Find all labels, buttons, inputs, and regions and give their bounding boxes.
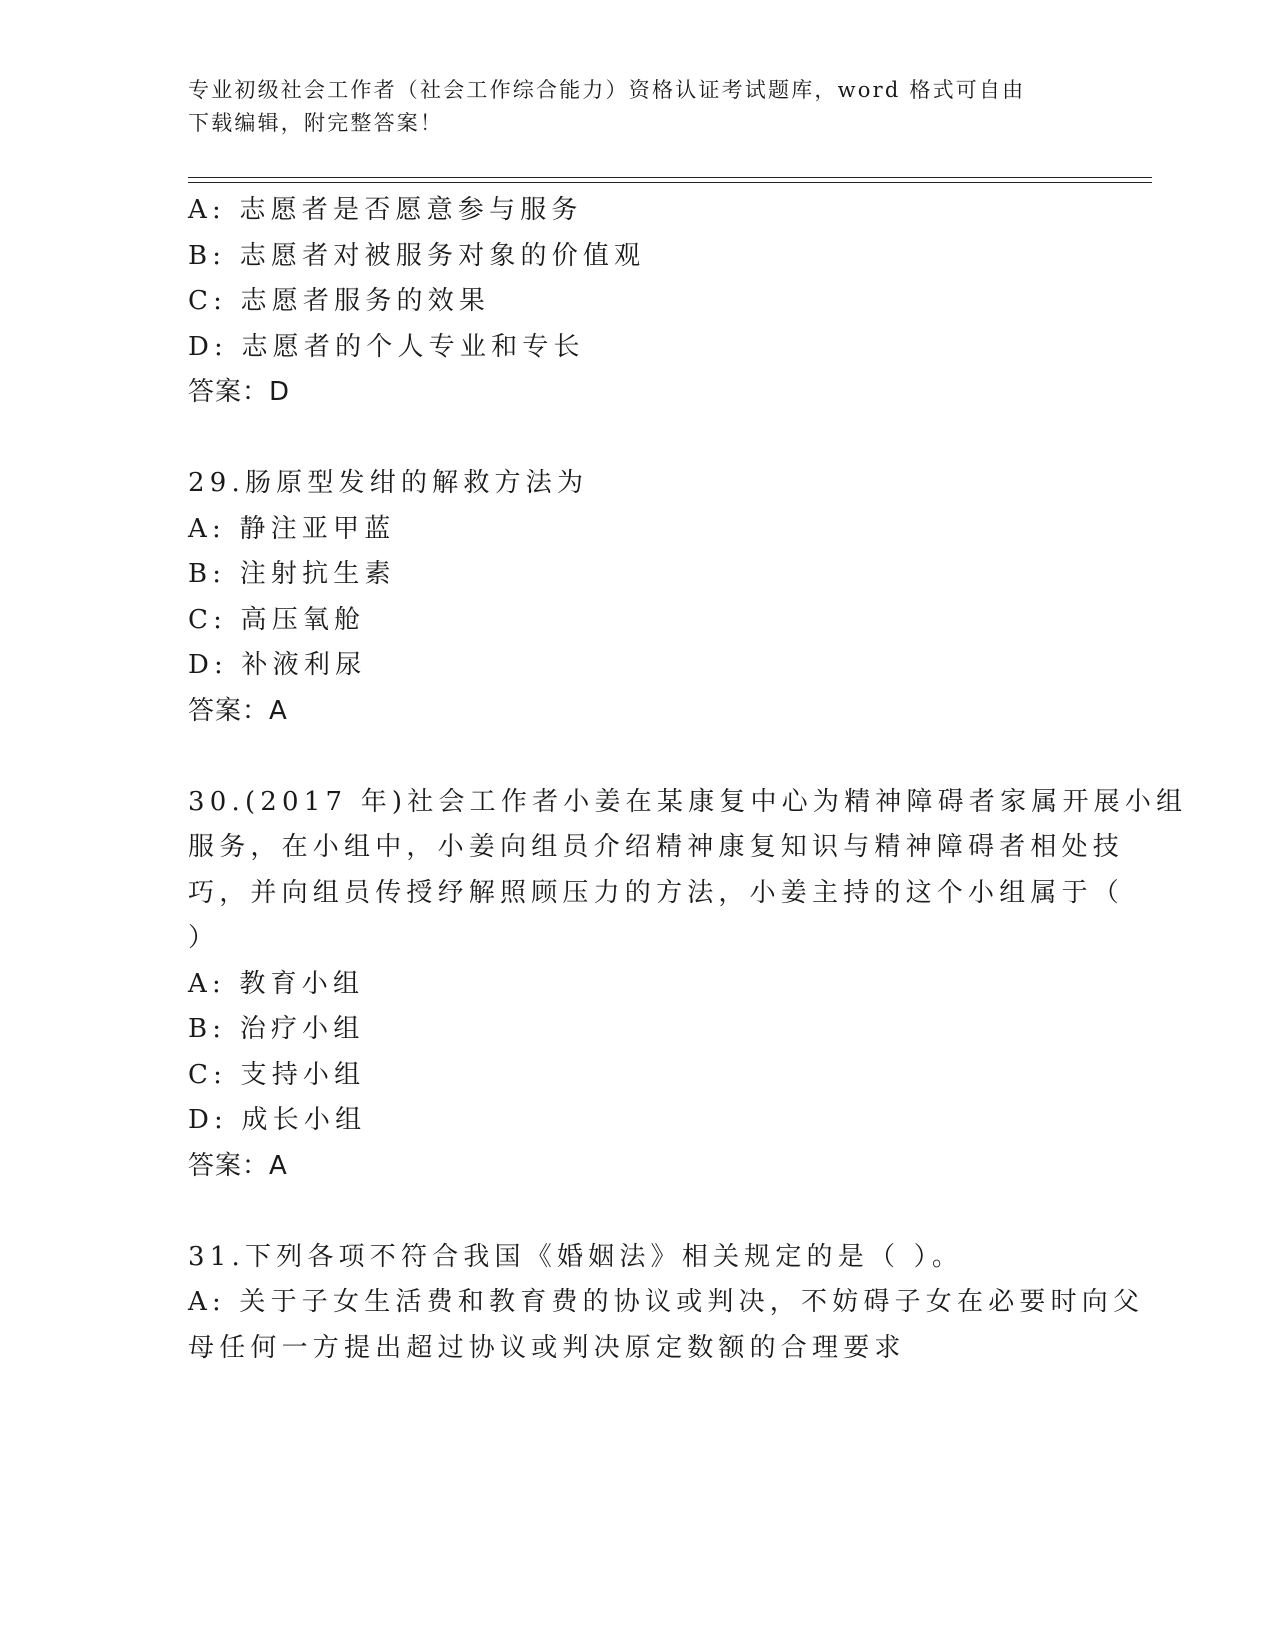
question-text-line-4: ）: [188, 923, 220, 953]
spacer: [188, 734, 1088, 780]
page-header: [188, 74, 1088, 140]
question-29-block: [188, 461, 1088, 734]
question-28-block: [188, 188, 1088, 416]
option-b: B: 注射抗生素: [188, 559, 396, 589]
option-a-line-2: 母任何一方提出超过协议或判决原定数额的合理要求: [188, 1332, 906, 1363]
option-a-line-1: A: 关于子女生活费和教育费的协议或判决，不妨碍子女在必要时向父: [188, 1287, 1145, 1317]
option-c: C: 高压氧舱: [188, 604, 366, 635]
answer-label: 答案：A: [188, 1150, 288, 1181]
option-d: D: 志愿者的个人专业和专长: [188, 331, 585, 362]
question-text: 29.肠原型发绀的解救方法为: [188, 468, 589, 498]
answer-label: 答案：D: [188, 377, 291, 407]
question-text: 31.下列各项不符合我国《婚姻法》相关规定的是（ ）。: [188, 1241, 964, 1272]
option-c: C: 支持小组: [188, 1059, 366, 1090]
option-a: A: 教育小组: [188, 968, 365, 999]
option-c: C: 志愿者服务的效果: [188, 286, 491, 316]
option-d: D: 补液利尿: [188, 650, 367, 680]
option-b: B: 志愿者对被服务对象的价值观: [188, 240, 646, 271]
option-a: A: 志愿者是否愿意参与服务: [188, 195, 583, 225]
option-d: D: 成长小组: [188, 1105, 367, 1135]
header-line-2: 下载编辑，附完整答案！: [188, 111, 444, 135]
question-text-line-3: 巧，并向组员传授纾解照顾压力的方法，小姜主持的这个小组属于（: [188, 877, 1125, 908]
spacer: [188, 416, 1088, 462]
question-list: [188, 188, 1188, 1371]
spacer: [188, 1189, 1088, 1235]
option-a: A: 静注亚甲蓝: [188, 513, 396, 544]
option-b: B: 治疗小组: [188, 1014, 365, 1044]
header-rule-top: [188, 177, 1152, 178]
answer-label: 答案：A: [188, 695, 288, 726]
question-text-line-1: 30.(2017 年)社会工作者小姜在某康复中心为精神障碍者家属开展小组: [188, 786, 1188, 817]
header-rule-bottom: [188, 182, 1152, 183]
question-text-line-2: 服务，在小组中，小姜向组员介绍精神康复知识与精神障碍者相处技: [188, 832, 1125, 862]
question-30-block: [188, 780, 1188, 1190]
header-line-1: 专业初级社会工作者（社会工作综合能力）资格认证考试题库，word 格式可自由: [188, 78, 1026, 102]
question-31-block: [188, 1235, 1145, 1372]
